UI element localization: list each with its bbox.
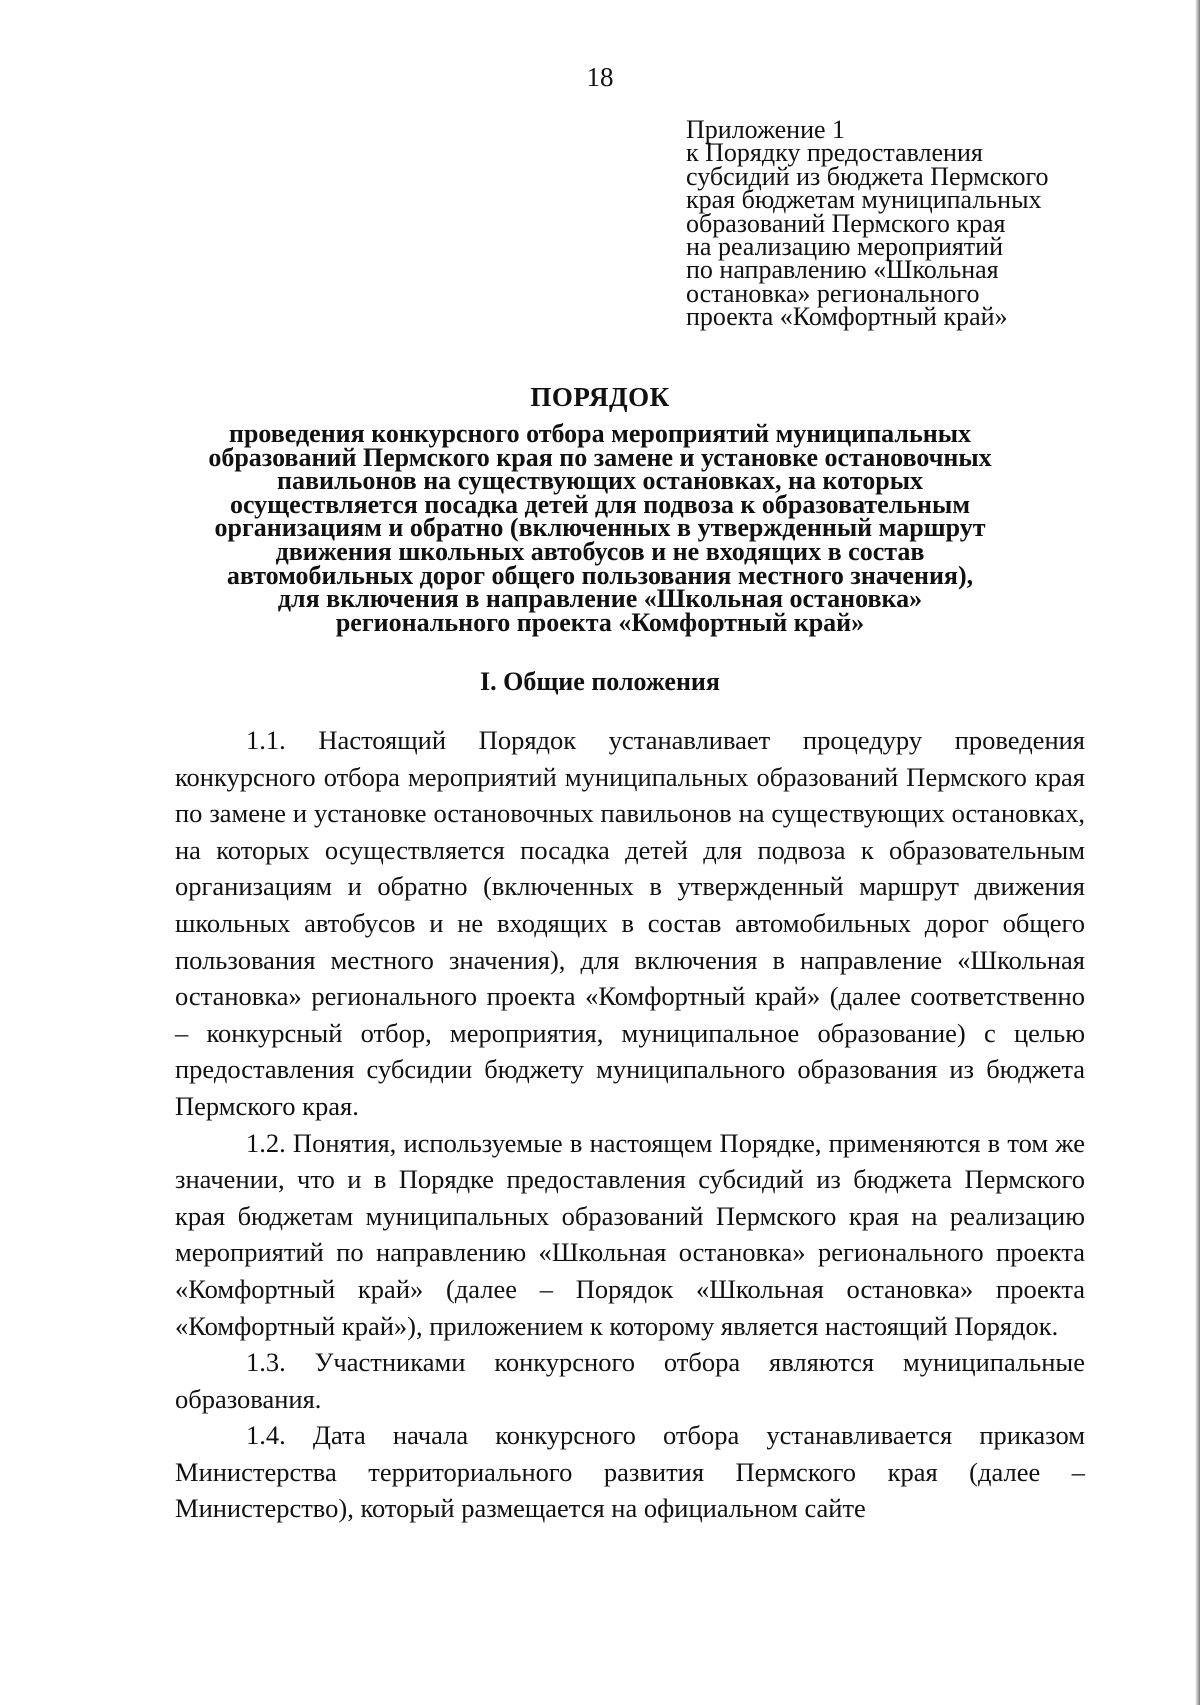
appendix-line: проекта «Комфортный край» [686, 302, 1008, 332]
page-number: 18 [586, 62, 614, 92]
paragraph-1-4: 1.4. Дата начала конкурсного отбора устанавливается приказом Министерства территориального развития Пермского края (далее – Министерство), который размещается на официальном сайте [175, 1420, 1085, 1524]
appendix-line: по направлению «Школьная [686, 255, 999, 285]
subtitle-line: автомобильных дорог общего пользования местного значения), [226, 560, 974, 590]
document-body [175, 722, 1085, 1527]
scan-edge-shadow [1195, 0, 1200, 1705]
section-heading: I. Общие положения [480, 667, 720, 696]
appendix-line: субсидий из бюджета Пермского [686, 161, 1049, 191]
document-title: ПОРЯДОК [530, 382, 670, 412]
document-subtitle [150, 419, 1050, 637]
appendix-line: остановка» регионального [686, 278, 980, 308]
subtitle-line: движения школьных автобусов и не входящих в состав [275, 536, 925, 566]
subtitle-line: павильонов на существующих остановках, на которых [276, 466, 923, 496]
subtitle-line: осуществляется посадка детей для подвоза к образовательным [229, 489, 971, 519]
subtitle-line: проведения конкурсного отбора мероприятий муниципальных [228, 419, 972, 448]
appendix-line: к Порядку предоставления [686, 138, 983, 168]
subtitle-line: образований Пермского края по замене и установке остановочных [208, 442, 992, 472]
subtitle-line: для включения в направление «Школьная остановка» [277, 584, 923, 614]
paragraph-1-3: 1.3. Участниками конкурсного отбора являются муниципальные образования. [175, 1347, 1085, 1414]
paragraph-1-2: 1.2. Понятия, используемые в настоящем Порядке, применяются в том же значении, что и в Порядке предоставления субсидий из бюджета Пермского края бюджетам муниципальных образований Пермского края на реализацию мероприятий по направлению «Школьная остановка» регионального проекта «Комфортный край» (далее – Порядок «Школьная остановка» проекта «Комфортный край»), приложением к которому является настоящий Порядок. [175, 1127, 1085, 1341]
appendix-note [686, 115, 1106, 332]
appendix-line: образований Пермского края [686, 208, 1006, 238]
appendix-line: Приложение 1 [686, 115, 846, 144]
subtitle-line: регионального проекта «Комфортный край» [335, 607, 865, 637]
appendix-line: края бюджетам муниципальных [686, 185, 1042, 215]
subtitle-line: организациям и обратно (включенных в утвержденный маршрут [214, 513, 986, 543]
appendix-line: на реализацию мероприятий [686, 232, 1004, 262]
paragraph-1-1: 1.1. Настоящий Порядок устанавливает процедуру проведения конкурсного отбора мероприятий муниципальных образований Пермского края по замене и установке остановочных павильонов на существующих остановках, на которых осуществляется посадка детей для подвоза к образовательным организациям и обратно (включенных в утвержденный маршрут движения школьных автобусов и не входящих в состав автомобильных дорог общего пользования местного значения), для включения в направление «Школьная остановка» регионального проекта «Комфортный край» (далее соответственно – конкурсный отбор, мероприятия, муниципальное образование) с целью предоставления субсидии бюджету муниципального образования из бюджета Пермского края. [175, 725, 1085, 1121]
